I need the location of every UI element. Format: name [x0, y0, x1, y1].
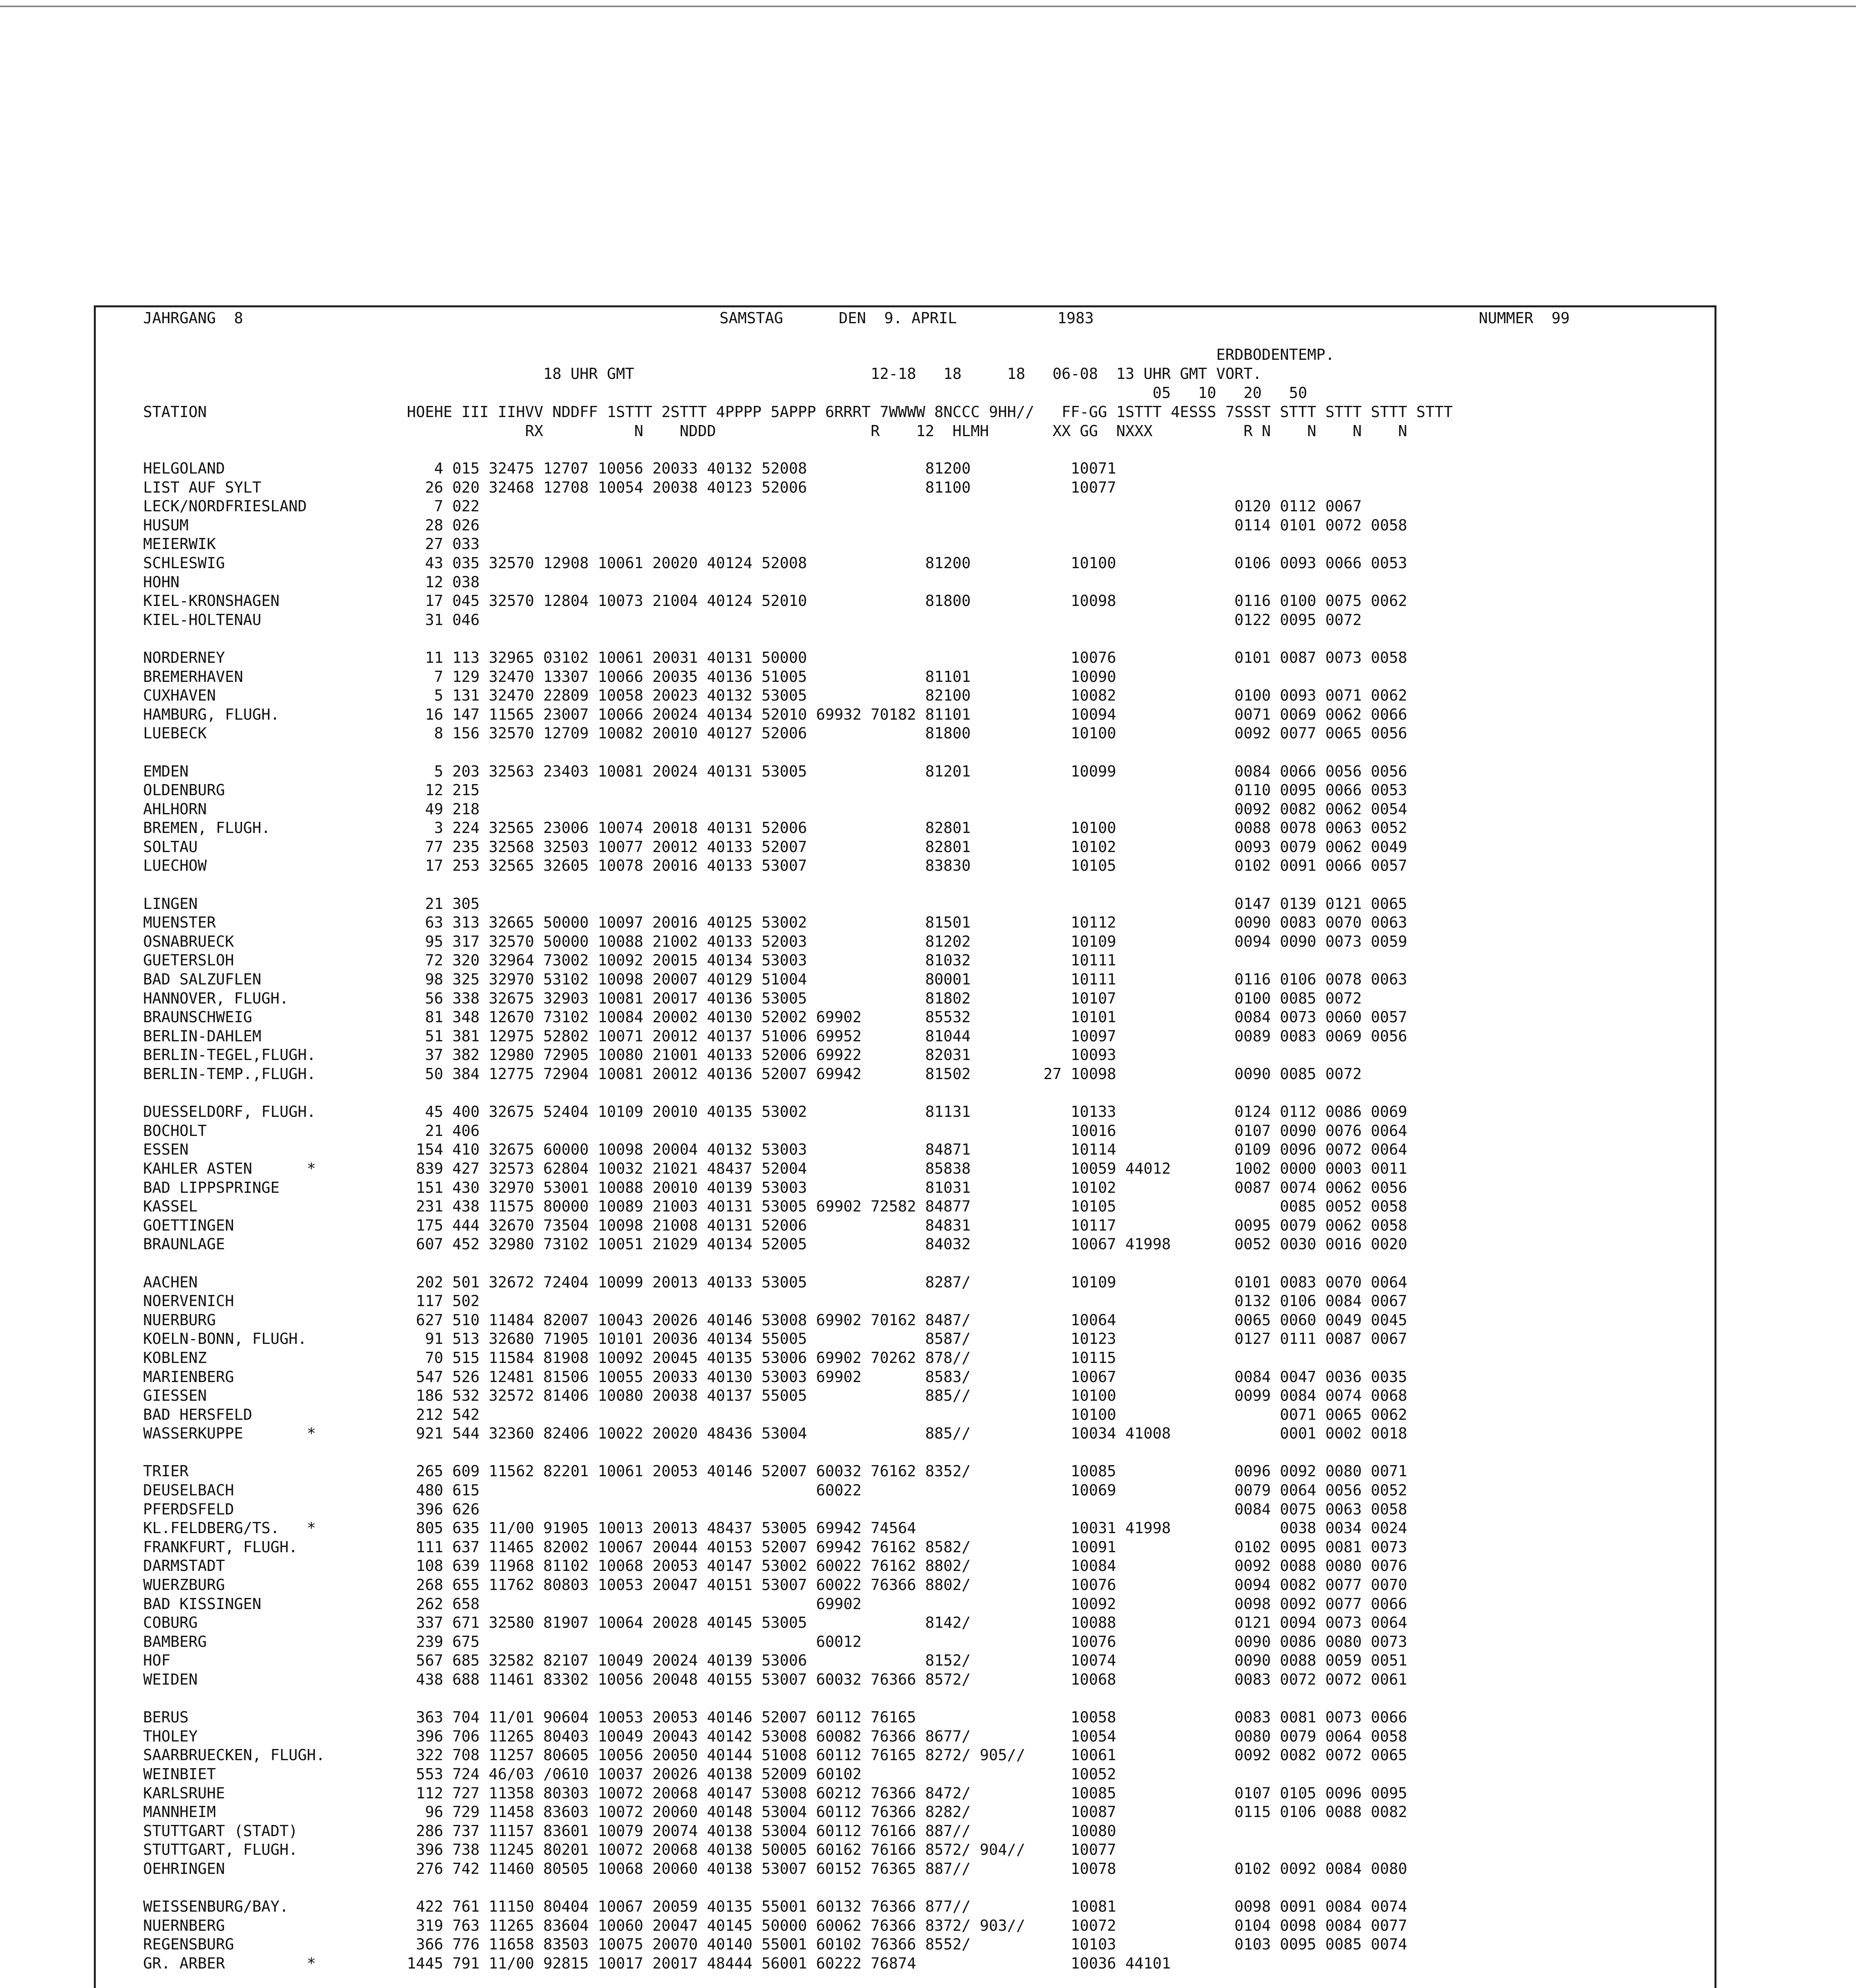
year-label: 1983 [1057, 309, 1094, 327]
station-row: NORDERNEY 11 113 32965 03102 10061 20031 40131 50000 10076 0101 0087 0073 0058 [143, 648, 1408, 666]
station-row: STUTTGART (STADT) 286 737 11157 83601 10079 20074 40138 53004 60112 76166 887// 10080 [143, 1822, 1116, 1840]
column-headers [143, 345, 1713, 441]
date-label: DEN 9. APRIL [839, 309, 957, 327]
station-row: NOERVENICH 117 502 0132 0106 0084 0067 [143, 1292, 1408, 1310]
station-row: LINGEN 21 305 0147 0139 0121 0065 [143, 895, 1408, 912]
header-line: STATION HOEHE III IIHVV NDDFF 1STTT 2STTT 4PPPP 5APPP 6RRRT 7WWWW 8NCCC 9HH// FF-GG 1STTT 4ESSS 7SSST STTT STTT STTT STTT [143, 403, 1453, 421]
station-row: KASSEL 231 438 11575 80000 10089 21003 40131 53005 69902 72582 84877 10105 0085 0052 0058 [143, 1198, 1408, 1215]
station-row: MANNHEIM 96 729 11458 83603 10072 20060 40148 53004 60112 76366 8282/ 10087 0115 0106 0088 0082 [143, 1803, 1408, 1821]
station-row: LIST AUF SYLT 26 020 32468 12708 10054 20038 40123 52006 81100 10077 [143, 478, 1116, 496]
station-row: BOCHOLT 21 406 10016 0107 0090 0076 0064 [143, 1122, 1408, 1140]
group-spacer [143, 1689, 1713, 1708]
station-row: GR. ARBER * 1445 791 11/00 92815 10017 20017 48444 56001 60222 76874 10036 44101 [143, 1954, 1171, 1972]
station-row: MUENSTER 63 313 32665 50000 10097 20016 40125 53002 81501 10112 0090 0083 0070 0063 [143, 914, 1408, 932]
station-row: DUESSELDORF, FLUGH. 45 400 32675 52404 10109 20010 40135 53002 81131 10133 0124 0112 0086 0069 [143, 1103, 1408, 1121]
station-row: BREMEN, FLUGH. 3 224 32565 23006 10074 20018 40131 52006 82801 10100 0088 0078 0063 0052 [143, 819, 1408, 837]
group-spacer [143, 743, 1713, 762]
header-line: RX N NDDD R 12 HLMH XX GG NXXX R N N N N [143, 422, 1408, 440]
group-spacer [143, 1443, 1713, 1462]
station-row: KOBLENZ 70 515 11584 81908 10092 20045 40135 53006 69902 70262 878// 10115 [143, 1349, 1116, 1367]
issue-header [143, 309, 1713, 333]
station-row: MEIERWIK 27 033 [143, 535, 480, 553]
station-row: KL.FELDBERG/TS. * 805 635 11/00 91905 10013 20013 48437 53005 69942 74564 10031 41998 0038 0034 0024 [143, 1519, 1408, 1537]
station-row: DARMSTADT 108 639 11968 81102 10068 20053 40147 53002 60022 76162 8802/ 10084 0092 0088 0080 0076 [143, 1557, 1408, 1575]
station-row: GIESSEN 186 532 32572 81406 10080 20038 40137 55005 885// 10100 0099 0084 0074 0068 [143, 1387, 1408, 1405]
station-row: STUTTGART, FLUGH. 396 738 11245 80201 10072 20068 40138 50005 60162 76166 8572/ 904// 10077 [143, 1841, 1116, 1859]
station-row: AACHEN 202 501 32672 72404 10099 20013 40133 53005 8287/ 10109 0101 0083 0070 0064 [143, 1273, 1408, 1291]
station-row: KIEL-KRONSHAGEN 17 045 32570 12804 10073 21004 40124 52010 81800 10098 0116 0100 0075 0062 [143, 592, 1408, 610]
station-row: KAHLER ASTEN * 839 427 32573 62804 10032 21021 48437 52004 85838 10059 44012 1002 0000 0003 0011 [143, 1159, 1408, 1177]
station-row: HELGOLAND 4 015 32475 12707 10056 20033 40132 52008 81200 10071 [143, 460, 1116, 477]
station-row: HOHN 12 038 [143, 573, 480, 591]
header-line: ERDBODENTEMP. [143, 346, 1335, 363]
group-spacer [143, 629, 1713, 648]
station-row: BAD HERSFELD 212 542 10100 0071 0065 0062 [143, 1406, 1408, 1423]
station-row: KOELN-BONN, FLUGH. 91 513 32680 71905 10101 20036 40134 55005 8587/ 10123 0127 0111 0087 0067 [143, 1330, 1408, 1348]
station-row: TRIER 265 609 11562 82201 10061 20053 40146 52007 60032 76162 8352/ 10085 0096 0092 0080 0071 [143, 1462, 1408, 1480]
station-row: CUXHAVEN 5 131 32470 22809 10058 20023 40132 53005 82100 10082 0100 0093 0071 0062 [143, 687, 1408, 705]
station-row: COBURG 337 671 32580 81907 10064 20028 40145 53005 8142/ 10088 0121 0094 0073 0064 [143, 1614, 1408, 1632]
station-row: EMDEN 5 203 32563 23403 10081 20024 40131 53005 81201 10099 0084 0066 0056 0056 [143, 762, 1408, 780]
station-row: HUSUM 28 026 0114 0101 0072 0058 [143, 516, 1408, 534]
header-line: 18 UHR GMT 12-18 18 18 06-08 13 UHR GMT VORT. [143, 365, 1262, 382]
station-row: FRANKFURT, FLUGH. 111 637 11465 82002 10067 20044 40153 52007 69942 76162 8582/ 10091 0102 0095 0081 0073 [143, 1538, 1408, 1556]
station-row: BAD LIPPSPRINGE 151 430 32970 53001 10088 20010 40139 53003 81031 10102 0087 0074 0062 0056 [143, 1178, 1408, 1196]
station-row: SCHLESWIG 43 035 32570 12908 10061 20020 40124 52008 81200 10100 0106 0093 0066 0053 [143, 554, 1408, 572]
station-row: KIEL-HOLTENAU 31 046 0122 0095 0072 [143, 611, 1362, 629]
group-spacer [143, 1879, 1713, 1898]
station-row: KARLSRUHE 112 727 11358 80303 10072 20068 40147 53008 60212 76366 8472/ 10085 0107 0105 0096 0095 [143, 1784, 1408, 1802]
station-row: HANNOVER, FLUGH. 56 338 32675 32903 10081 20017 40136 53005 81802 10107 0100 0085 0072 [143, 989, 1362, 1007]
station-row: WEIDEN 438 688 11461 83302 10056 20048 40155 53007 60032 76366 8572/ 10068 0083 0072 0072 0061 [143, 1671, 1408, 1688]
station-row: WEISSENBURG/BAY. 422 761 11150 80404 10067 20059 40135 55001 60132 76366 877// 10081 0098 0091 0084 0074 [143, 1898, 1408, 1916]
group-spacer [143, 1973, 1713, 1988]
station-row: REGENSBURG 366 776 11658 83503 10075 20070 40140 55001 60102 76366 8552/ 10103 0103 0095 0085 0074 [143, 1936, 1408, 1953]
station-row: WASSERKUPPE * 921 544 32360 82406 10022 20020 48436 53004 885// 10034 41008 0001 0002 0018 [143, 1425, 1408, 1442]
station-row: LECK/NORDFRIESLAND 7 022 0120 0112 0067 [143, 497, 1362, 515]
station-row: PFERDSFELD 396 626 0084 0075 0063 0058 [143, 1500, 1408, 1518]
group-spacer [143, 1254, 1713, 1273]
station-row: LUEBECK 8 156 32570 12709 10082 20010 40127 52006 81800 10100 0092 0077 0065 0056 [143, 724, 1408, 742]
station-row: WEINBIET 553 724 46/03 /0610 10037 20026 40138 52009 60102 10052 [143, 1765, 1116, 1783]
station-row: BRAUNSCHWEIG 81 348 12670 73102 10084 20002 40130 52002 69902 85532 10101 0084 0073 0060 0057 [143, 1008, 1408, 1026]
station-row: BAMBERG 239 675 60012 10076 0090 0086 0080 0073 [143, 1633, 1408, 1650]
station-row: BERLIN-DAHLEM 51 381 12975 52802 10071 20012 40137 51006 69952 81044 10097 0089 0083 0069 0056 [143, 1027, 1408, 1045]
station-row: MARIENBERG 547 526 12481 81506 10055 20033 40130 53003 69902 8583/ 10067 0084 0047 0036 0035 [143, 1368, 1408, 1386]
station-row: BERUS 363 704 11/01 90604 10053 20053 40146 52007 60112 76165 10058 0083 0081 0073 0066 [143, 1708, 1408, 1726]
station-row: BERLIN-TEGEL,FLUGH. 37 382 12980 72905 10080 21001 40133 52006 69922 82031 10093 [143, 1046, 1116, 1064]
station-row: BAD KISSINGEN 262 658 69902 10092 0098 0092 0077 0066 [143, 1595, 1408, 1613]
station-row: THOLEY 396 706 11265 80403 10049 20043 40142 53008 60082 76366 8677/ 10054 0080 0079 0064 0058 [143, 1727, 1408, 1745]
nummer-label: NUMMER 99 [1479, 309, 1570, 327]
station-row: WUERZBURG 268 655 11762 80803 10053 20047 40151 53007 60022 76366 8802/ 10076 0094 0082 0077 0070 [143, 1576, 1408, 1594]
page-top-rule [0, 6, 1856, 7]
group-spacer [143, 1084, 1713, 1103]
station-row: AHLHORN 49 218 0092 0082 0062 0054 [143, 800, 1408, 818]
station-row: OEHRINGEN 276 742 11460 80505 10068 20060 40138 53007 60152 76365 887// 10078 0102 0092 0084 0080 [143, 1860, 1408, 1877]
station-row: BRAUNLAGE 607 452 32980 73102 10051 21029 40134 52005 84032 10067 41998 0052 0030 0016 0020 [143, 1235, 1408, 1253]
station-row: HOF 567 685 32582 82107 10049 20024 40139 53006 8152/ 10074 0090 0088 0059 0051 [143, 1652, 1408, 1670]
station-row: SOLTAU 77 235 32568 32503 10077 20012 40133 52007 82801 10102 0093 0079 0062 0049 [143, 838, 1408, 856]
station-row: NUERNBERG 319 763 11265 83604 10060 20047 40145 50000 60062 76366 8372/ 903// 10072 0104 0098 0084 0077 [143, 1916, 1408, 1934]
station-row: OSNABRUECK 95 317 32570 50000 10088 21002 40133 52003 81202 10109 0094 0090 0073 0059 [143, 932, 1408, 950]
station-row: GUETERSLOH 72 320 32964 73002 10092 20015 40134 53003 81032 10111 [143, 951, 1116, 969]
station-row: BREMERHAVEN 7 129 32470 13307 10066 20035 40136 51005 81101 10090 [143, 668, 1116, 685]
station-row: SAARBRUECKEN, FLUGH. 322 708 11257 80605 10056 20050 40144 51008 60112 76165 8272/ 905// 10061 0092 0082 0072 0065 [143, 1746, 1408, 1764]
day-label: SAMSTAG [720, 309, 784, 327]
station-row: GOETTINGEN 175 444 32670 73504 10098 21008 40131 52006 84831 10117 0095 0079 0062 0058 [143, 1216, 1408, 1234]
station-row: DEUSELBACH 480 615 60022 10069 0079 0064 0056 0052 [143, 1481, 1408, 1499]
station-row: LUECHOW 17 253 32565 32605 10078 20016 40133 53007 83830 10105 0102 0091 0066 0057 [143, 857, 1408, 875]
jahrgang-label: JAHRGANG 8 [143, 309, 243, 327]
station-row: NUERBURG 627 510 11484 82007 10043 20026 40146 53008 69902 70162 8487/ 10064 0065 0060 0049 0045 [143, 1311, 1408, 1329]
station-table [143, 459, 1713, 1988]
header-line: 05 10 20 50 [143, 384, 1307, 402]
station-row: OLDENBURG 12 215 0110 0095 0066 0053 [143, 781, 1408, 799]
group-spacer [143, 876, 1713, 895]
station-row: BERLIN-TEMP.,FLUGH. 50 384 12775 72904 10081 20012 40136 52007 69942 81502 27 10098 0090 0085 0072 [143, 1065, 1362, 1083]
station-row: HAMBURG, FLUGH. 16 147 11565 23007 10066 20024 40134 52010 69932 70182 81101 10094 0071 0069 0062 0066 [143, 705, 1408, 723]
station-row: ESSEN 154 410 32675 60000 10098 20004 40132 53003 84871 10114 0109 0096 0072 0064 [143, 1141, 1408, 1159]
station-row: BAD SALZUFLEN 98 325 32970 53102 10098 20007 40129 51004 80001 10111 0116 0106 0078 0063 [143, 971, 1408, 988]
